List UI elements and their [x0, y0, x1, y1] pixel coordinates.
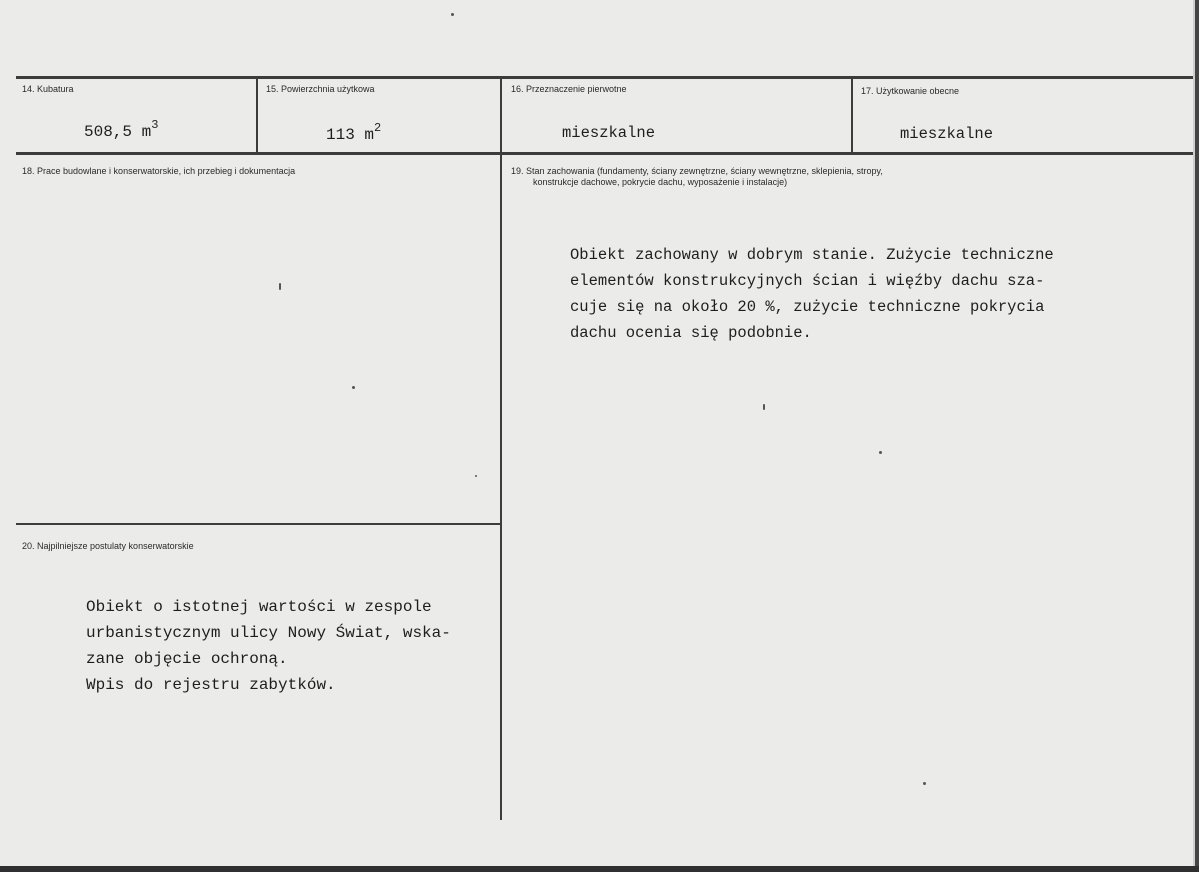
- field-19-text-line: elementów konstrukcyjnych ścian i więźby dachu sza-: [570, 272, 1045, 290]
- field-16-label: 16. Przeznaczenie pierwotne: [511, 84, 627, 94]
- scan-edge-right: [1195, 0, 1199, 872]
- scan-speck: [763, 404, 765, 410]
- divider-14-15: [256, 78, 258, 153]
- section-20-rule: [16, 523, 500, 525]
- field-19-text-line: Obiekt zachowany w dobrym stanie. Zużycie techniczne: [570, 246, 1054, 264]
- field-15-value: 113 $m^2$: [326, 121, 382, 144]
- field-17-label: 17. Użytkowanie obecne: [861, 86, 960, 96]
- field-14-value: 508,5 $m^3$: [84, 118, 159, 141]
- scan-speck: [475, 475, 477, 477]
- field-20-text-line: Obiekt o istotnej wartości w zespole: [86, 598, 432, 616]
- scan-speck: [279, 283, 281, 290]
- field-19-label-line2: konstrukcje dachowe, pokrycie dachu, wyposażenie i instalacje): [533, 177, 788, 187]
- divider-16-17: [851, 78, 853, 153]
- field-19-text: [570, 242, 1054, 346]
- field-16-value: mieszkalne: [562, 124, 656, 142]
- field-20-text-line: urbanistycznym ulicy Nowy Świat, wska-: [86, 624, 451, 642]
- scan-speck: [352, 386, 355, 389]
- field-20-text: [86, 594, 451, 698]
- scan-speck: [923, 782, 926, 785]
- scan-speck: [879, 451, 882, 454]
- middle-rule: [16, 152, 1193, 155]
- top-rule: [16, 76, 1193, 79]
- field-18-label: 18. Prace budowlane i konserwatorskie, ich przebieg i dokumentacja: [22, 166, 296, 176]
- field-14-label: 14. Kubatura: [22, 84, 74, 94]
- field-19-text-line: cuje się na około 20 %, zużycie techniczne pokrycia: [570, 298, 1045, 316]
- field-20-label: 20. Najpilniejsze postulaty konserwatorskie: [22, 541, 194, 551]
- field-15-label: 15. Powierzchnia użytkowa: [266, 84, 375, 94]
- field-19-text-line: dachu ocenia się podobnie.: [570, 324, 812, 342]
- scan-edge-bottom: [0, 866, 1199, 872]
- field-20-text-line: zane objęcie ochroną.: [86, 650, 288, 668]
- field-19-label-line1: 19. Stan zachowania (fundamenty, ściany zewnętrzne, ściany wewnętrzne, sklepienia, stropy,: [511, 166, 883, 176]
- field-17-value: mieszkalne: [900, 125, 994, 143]
- field-20-text-line: Wpis do rejestru zabytków.: [86, 676, 336, 694]
- divider-main: [500, 78, 502, 820]
- scan-speck: [451, 13, 454, 16]
